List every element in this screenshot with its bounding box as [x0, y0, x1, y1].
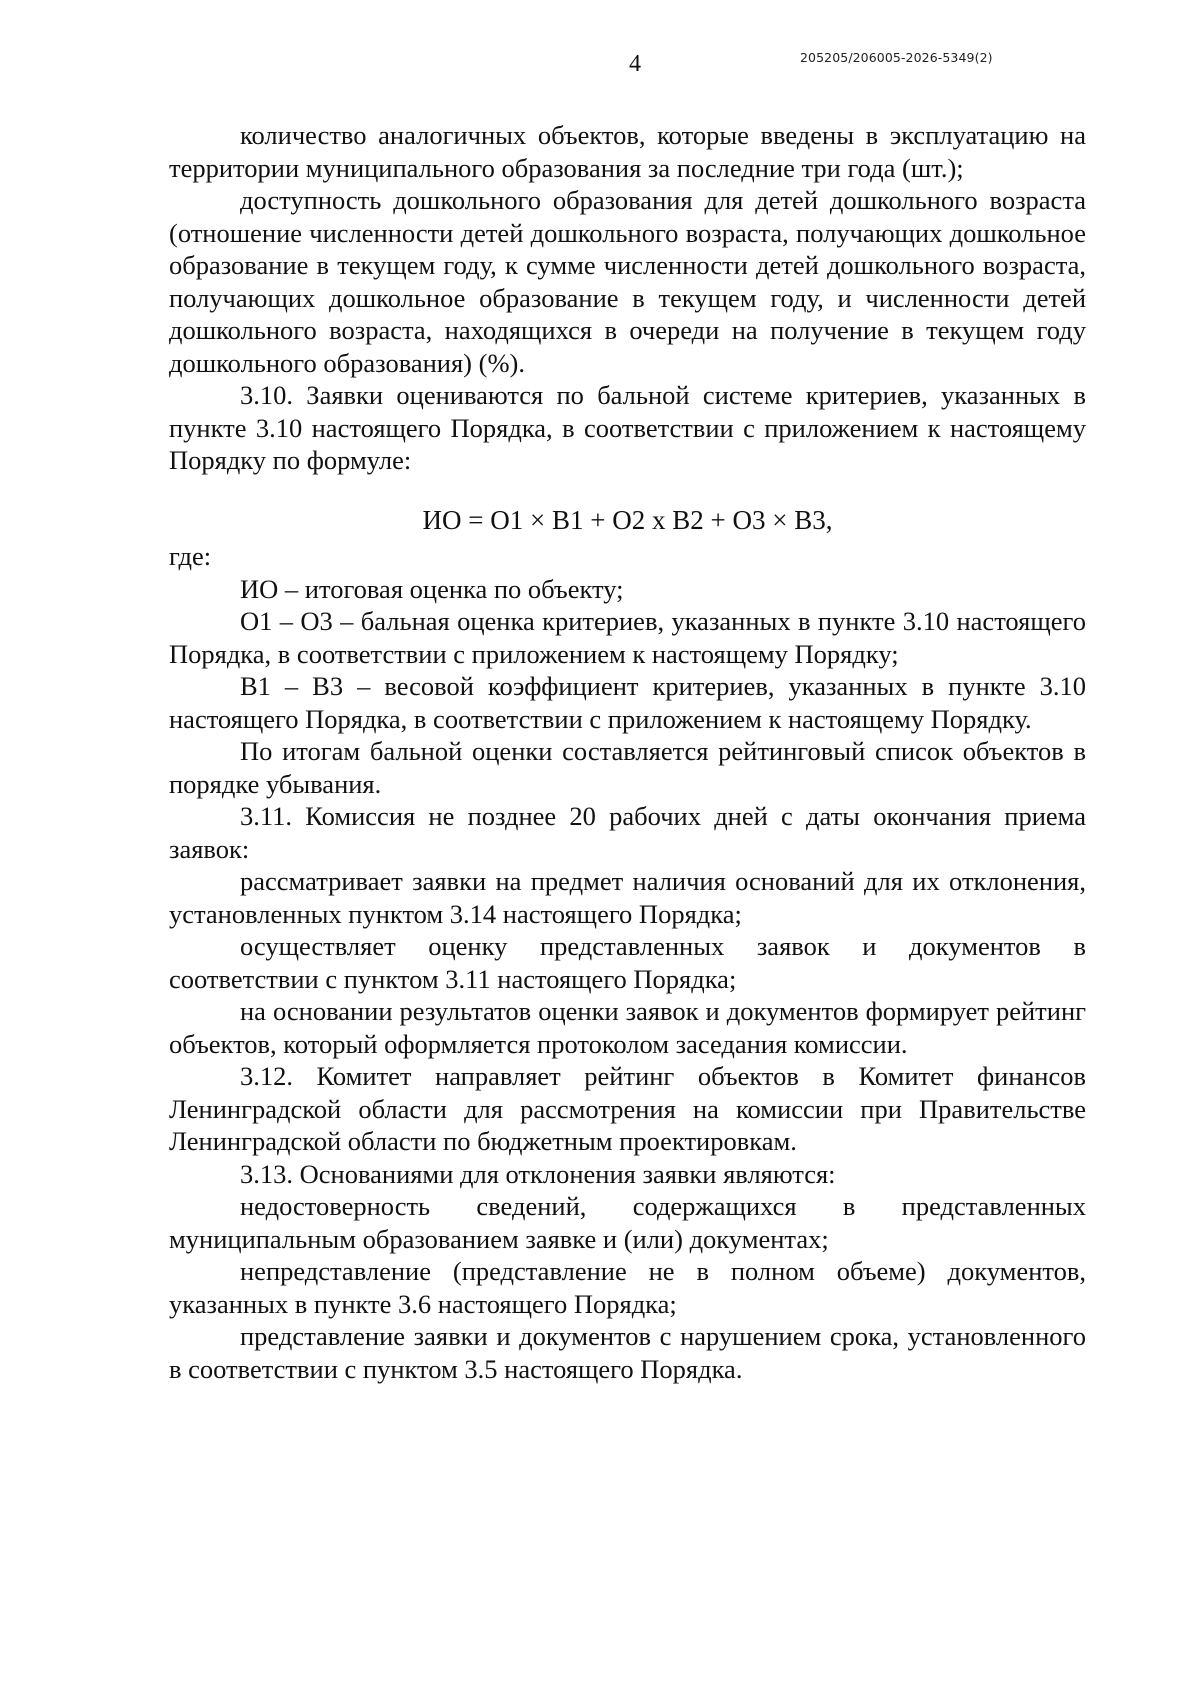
paragraph-form-rating: на основании результатов оценки заявок и документов формирует рейтинг объектов, который оформляется протоколом заседания комиссии. [169, 996, 1086, 1059]
paragraph-unreliable-info: недостоверность сведений, содержащихся в представленных муниципальным образованием заявке и (или) документах; [169, 1191, 1086, 1254]
paragraph-deadline-violation: представление заявки и документов с нарушением срока, установленного в соответствии с пунктом 3.5 настоящего Порядка. [169, 1321, 1086, 1384]
paragraph-rating-list: По итогам бальной оценки составляется рейтинговый список объектов в порядке убывания. [169, 736, 1086, 799]
paragraph-b-definition: В1 – В3 – весовой коэффициент критериев, указанных в пункте 3.10 настоящего Порядка, в соответствии с приложением к настоящему Порядку. [169, 671, 1086, 734]
paragraph-review-applications: рассматривает заявки на предмет наличия оснований для их отклонения, установленных пунктом 3.14 настоящего Порядка; [169, 866, 1086, 929]
paragraph-preschool-availability: доступность дошкольного образования для детей дошкольного возраста (отношение численности детей дошкольного возраста, получающих дошкольное образование в текущем году, к сумме численности детей дошкольного возраста, получающих дошкольное образование в текущем году, и численности детей дошкольного возраста, находящихся в очереди на получение в текущем году дошкольного образования) (%). [169, 185, 1086, 378]
paragraph-3-12: 3.12. Комитет направляет рейтинг объектов в Комитет финансов Ленинградской области для рассмотрения на комиссии при Правительстве Ленинградской области по бюджетным проектировкам. [169, 1061, 1086, 1156]
page-number: 4 [629, 51, 641, 77]
paragraph-where: где: [169, 541, 212, 571]
paragraph-3-10: 3.10. Заявки оцениваются по бальной системе критериев, указанных в пункте 3.10 настоящего Порядка, в соответствии с приложением к настоящему Порядку по формуле: [169, 380, 1086, 475]
document-body [169, 119, 1086, 1385]
paragraph-3-13: 3.13. Основаниями для отклонения заявки являются: [240, 1158, 836, 1189]
paragraph-io-definition: ИО – итоговая оценка по объекту; [240, 573, 624, 604]
document-id-stamp: 205205/206005-2026-5349(2) [800, 50, 993, 65]
paragraph-3-11: 3.11. Комиссия не позднее 20 рабочих дней с даты окончания приема заявок: [169, 801, 1086, 864]
paragraph-o-definition: О1 – О3 – бальная оценка критериев, указанных в пункте 3.10 настоящего Порядка, в соответствии с приложением к настоящему Порядку; [169, 606, 1086, 669]
paragraph-incomplete-documents: непредставление (представление не в полном объеме) документов, указанных в пункте 3.6 настоящего Порядка; [169, 1256, 1086, 1319]
paragraph-objects-count: количество аналогичных объектов, которые введены в эксплуатацию на территории муниципального образования за последние три года (шт.); [169, 120, 1086, 183]
paragraph-evaluate-applications: осуществляет оценку представленных заявок и документов в соответствии с пунктом 3.11 настоящего Порядка; [169, 931, 1086, 994]
scoring-formula: ИО = О1 × В1 + О2 х В2 + О3 × В3, [422, 504, 833, 535]
